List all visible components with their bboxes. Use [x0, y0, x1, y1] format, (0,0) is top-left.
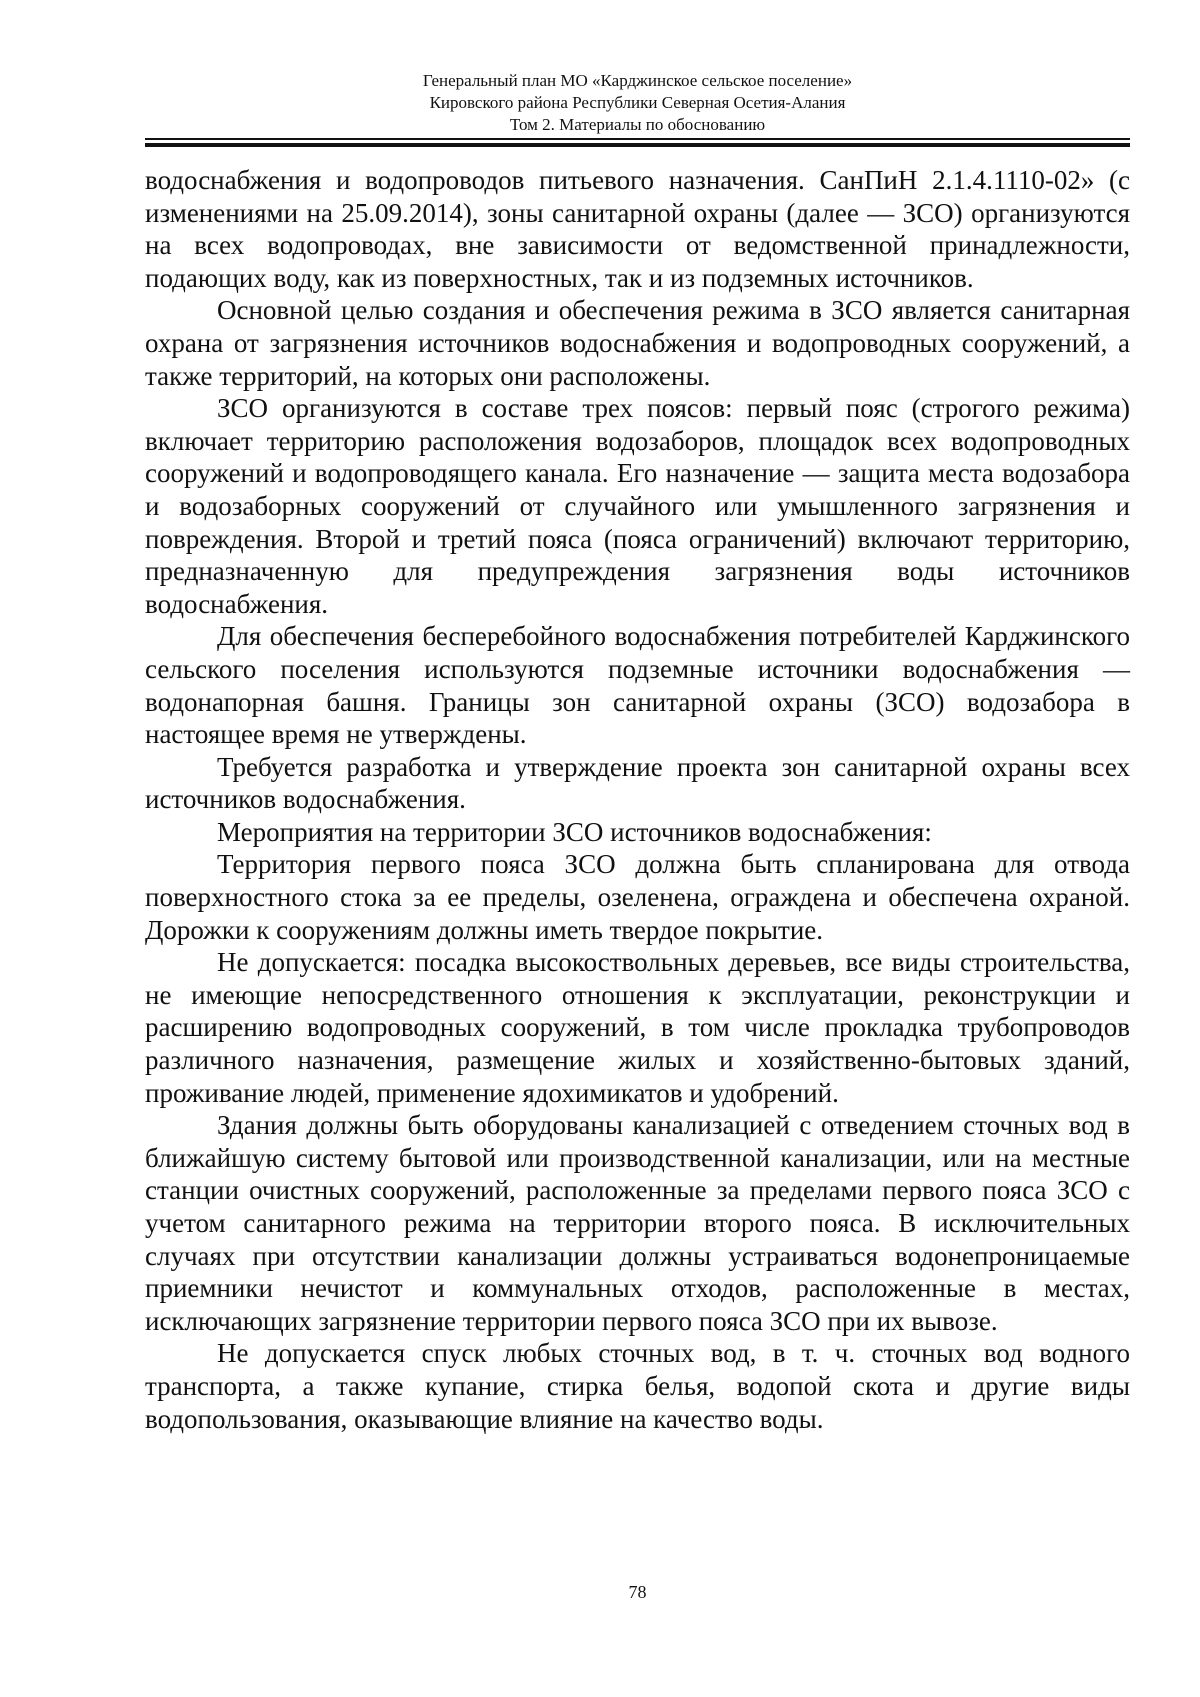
paragraph: Требуется разработка и утверждение проекта зон санитарной охраны всех источников водоснабжения. [145, 751, 1130, 815]
header-region-line: Кировского района Республики Северная Осетия-Алания [429, 93, 846, 112]
paragraph: водоснабжения и водопроводов питьевого назначения. СанПиН 2.1.4.1110-02» (с изменениями на 25.09.2014), зоны санитарной охраны (далее — ЗСО) организуются на всех водопроводах, вне зависимости от ведомственной принадлежности, подающих воду, как из поверхностных, так и из подземных источников. [145, 165, 1130, 293]
paragraph: Не допускается спуск любых сточных вод, в т. ч. сточных вод водного транспорта, а также купание, стирка белья, водопой скота и другие виды водопользования, оказывающие влияние на качество воды. [145, 1338, 1130, 1434]
header-divider-thick [145, 143, 1130, 147]
paragraph: ЗСО организуются в составе трех поясов: первый пояс (строгого режима) включает территорию расположения водозаборов, площадок всех водопроводных сооружений и водопроводящего канала. Его назначение — защита места водозабора и водозаборных сооружений от случайного или умышленного загрязнения и повреждения. Второй и третий пояса (пояса ограничений) включают территорию, предназначенную для предупреждения загрязнения воды источников водоснабжения. [145, 393, 1130, 619]
header-volume-line: Том 2. Материалы по обоснованию [509, 115, 766, 134]
header-title-line: Генеральный план МО «Карджинское сельское поселение» [422, 71, 853, 90]
header-divider-thin [145, 138, 1130, 140]
paragraph: Для обеспечения бесперебойного водоснабжения потребителей Карджинского сельского поселения используются подземные источники водоснабжения — водонапорная башня. Границы зон санитарной охраны (ЗСО) водозабора в настоящее время не утверждены. [145, 621, 1130, 750]
running-header [145, 70, 1130, 136]
paragraph: Территория первого пояса ЗСО должна быть спланирована для отвода поверхностного стока за ее пределы, озеленена, ограждена и обеспечена охраной. Дорожки к сооружениям должны иметь твердое покрытие. [145, 849, 1130, 945]
paragraph: Здания должны быть оборудованы канализацией с отведением сточных вод в ближайшую систему бытовой или производственной канализации, или на местные станции очистных сооружений, расположенные за пределами первого пояса ЗСО с учетом санитарного режима на территории второго пояса. В исключительных случаях при отсутствии канализации должны устраиваться водонепроницаемые приемники нечистот и коммунальных отходов, расположенные в местах, исключающих загрязнение территории первого пояса ЗСО при их вывозе. [145, 1110, 1130, 1336]
body-text [145, 164, 1130, 1435]
paragraph: Основной целью создания и обеспечения режима в ЗСО является санитарная охрана от загрязнения источников водоснабжения и водопроводных сооружений, а также территорий, на которых они расположены. [145, 295, 1130, 391]
paragraph: Мероприятия на территории ЗСО источников водоснабжения: [217, 816, 932, 847]
paragraph: Не допускается: посадка высокоствольных деревьев, все виды строительства, не имеющие непосредственного отношения к эксплуатации, реконструкции и расширению водопроводных сооружений, в том числе прокладка трубопроводов различного назначения, размещение жилых и хозяйственно-бытовых зданий, проживание людей, применение ядохимикатов и удобрений. [145, 947, 1130, 1108]
page-number: 78 [628, 1582, 647, 1602]
